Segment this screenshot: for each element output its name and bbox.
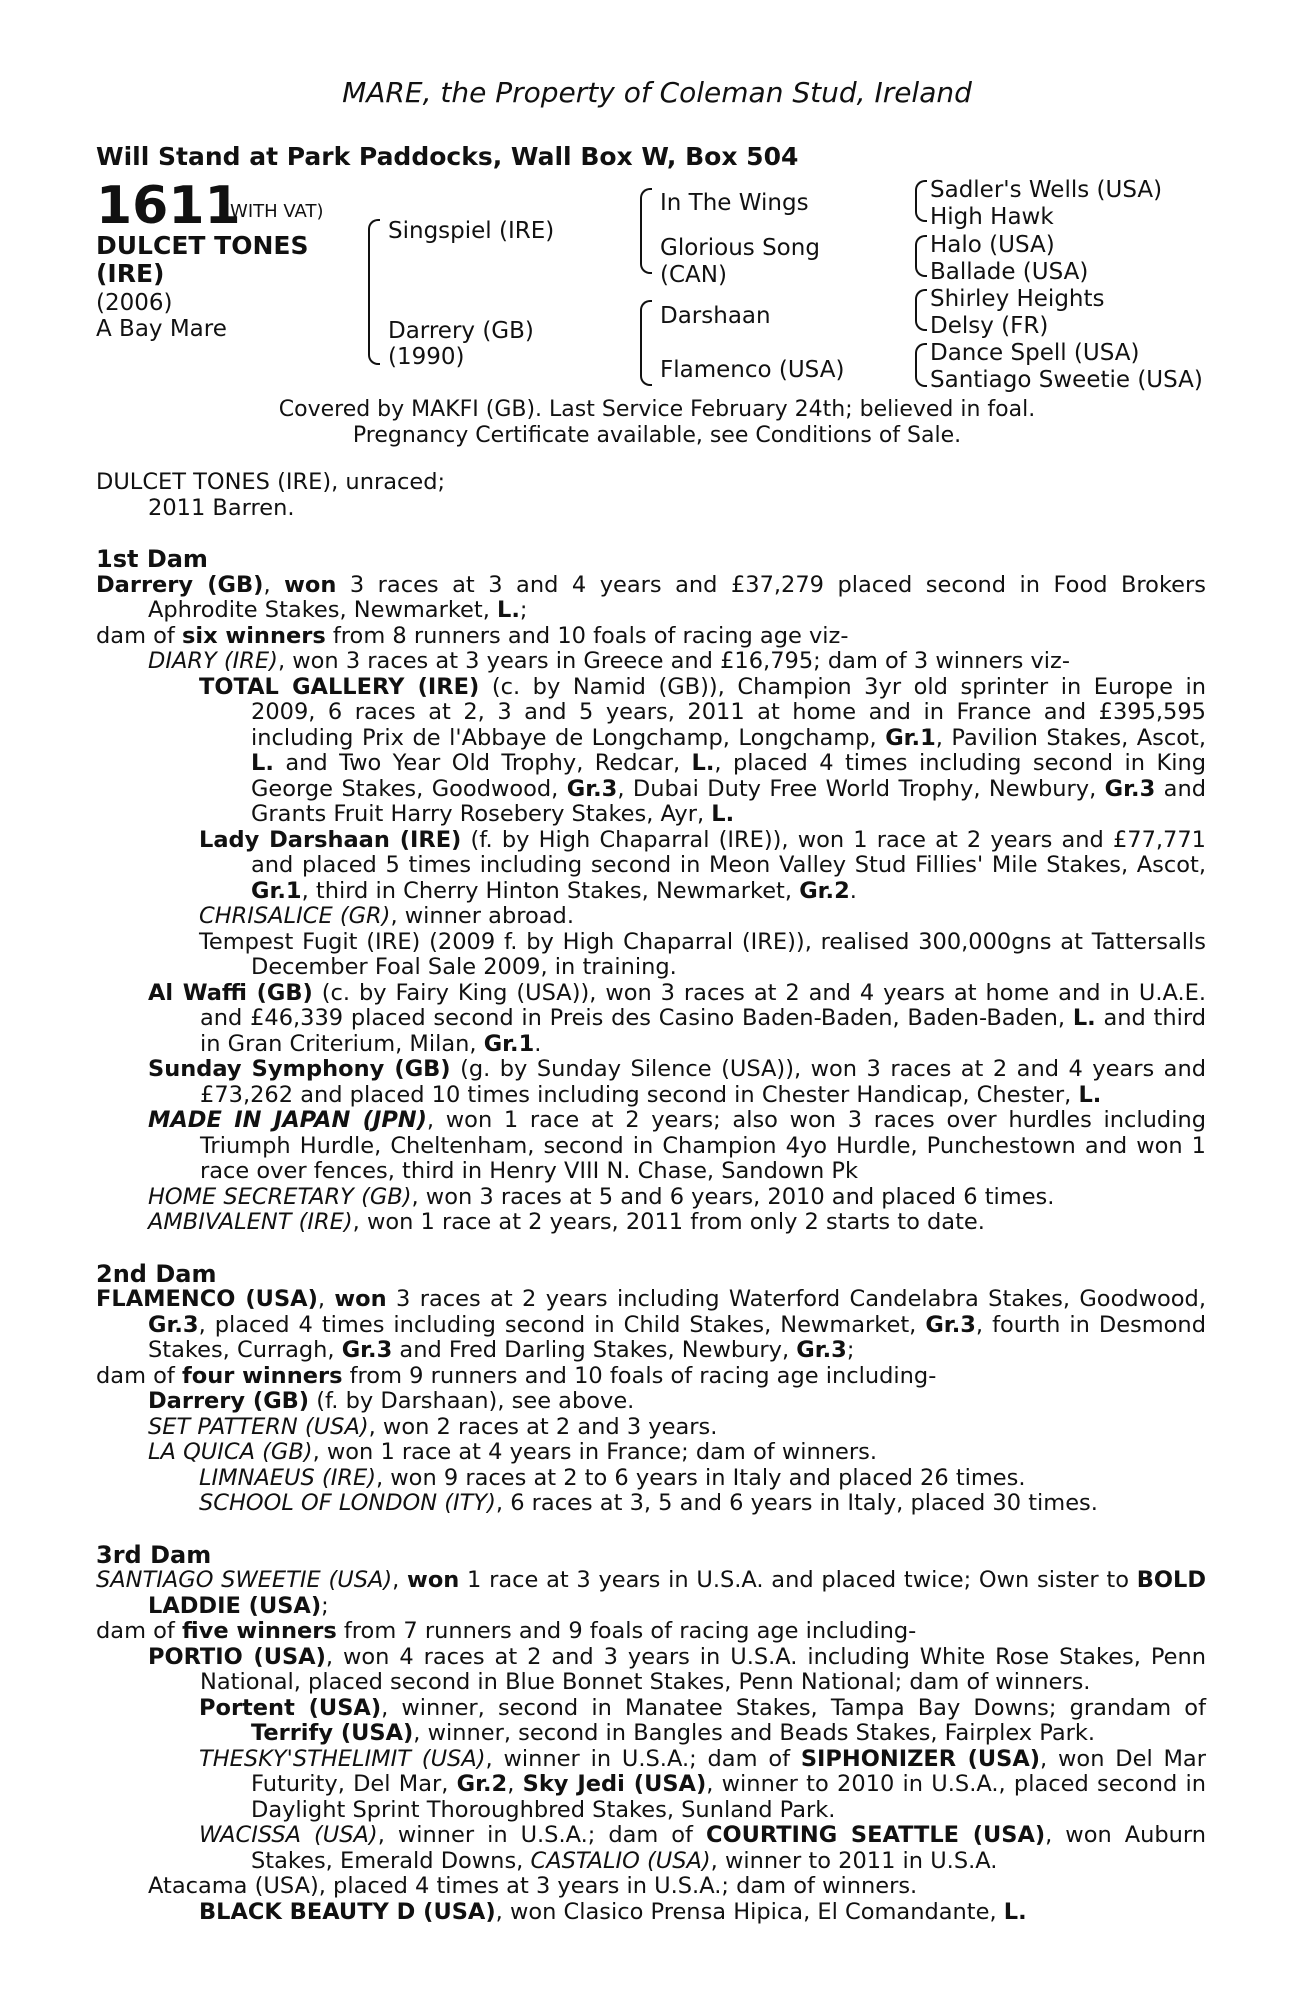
pedigree-sire-sire: In The Wings (660, 190, 809, 216)
list-item: Al Waffi (GB) (c. by Fairy King (USA)), won 3 races at 2 and 4 years at home and in U.A.E. and £46,339 placed second in Preis des Casino Baden-Baden, Baden-Baden, L. and third in Gran Criterium, Milan, Gr.1. (148, 979, 1207, 1057)
first-dam-name: Darrery (GB) (96, 571, 264, 598)
list-item: WACISSA (USA), winner in U.S.A.; dam of COURTING SEATTLE (USA), won Auburn Stakes, Emerald Downs, CASTALIO (USA), winner to 2011 in U.S.A. (199, 1822, 1207, 1874)
pedigree-g1: Sadler's Wells (USA) (930, 177, 1163, 203)
list-item: Darrery (GB) (f. by Darshaan), see above. (148, 1388, 635, 1414)
won-label: won (284, 571, 337, 598)
list-item: SET PATTERN (USA), won 2 races at 2 and 3 years. (148, 1413, 718, 1440)
pedigree-g2: High Hawk (930, 204, 1054, 230)
covering-note (0, 397, 1314, 449)
horse-name (96, 232, 308, 288)
pedigree-g3: Halo (USA) (930, 232, 1055, 258)
list-item: Atacama (USA), placed 4 times at 3 years in U.S.A.; dam of winners. (148, 1873, 918, 1899)
pedigree-dam-dam: Flamenco (USA) (660, 357, 845, 383)
first-dam-summary: Darrery (GB), won 3 races at 3 and 4 years and £37,279 placed second in Food Brokers Aphrodite Stakes, Newmarket, L.; (96, 571, 1206, 623)
brace-dam-parents (640, 300, 652, 386)
third-dam-heading: 3rd Dam (96, 1540, 212, 1569)
pedigree-sire: Singspiel (IRE) (388, 218, 555, 244)
third-dam-produce: dam of five winners from 7 runners and 9 foals of racing age including- (96, 1618, 917, 1644)
covering-line-2: Pregnancy Certificate available, see Conditions of Sale. (352, 423, 962, 448)
list-item: MADE IN JAPAN (JPN), won 1 race at 2 years; also won 3 races over hurdles including Triumph Hurdle, Cheltenham, second in Champion 4yo Hurdle, Punchestown and won 1 race over fences, third in Henry VIII N. Chase, Sandown Pk (148, 1107, 1206, 1184)
horse-name-line2: (IRE) (96, 259, 165, 288)
list-item: LIMNAEUS (IRE), won 9 races at 2 to 6 years in Italy and placed 26 times. (199, 1464, 1026, 1491)
brace-g3 (915, 289, 927, 331)
horse-name-line1: DULCET TONES (96, 231, 309, 260)
list-item: CHRISALICE (GR), winner abroad. (199, 903, 574, 929)
list-item: DIARY (IRE), won 3 races at 3 years in Greece and £16,795; dam of 3 winners viz- (148, 648, 1070, 674)
list-item: Lady Darshaan (IRE) (f. by High Chaparral (IRE)), won 1 race at 2 years and £77,771 and placed 5 times including second in Meon Valley Stud Fillies' Mile Stakes, Ascot, Gr.1, third in Cherry Hinton Stakes, Newmarket, Gr.2. (199, 826, 1206, 904)
vat-note: (WITH VAT) (223, 201, 324, 222)
pedigree-dam-year: (1990) (388, 344, 465, 370)
list-item: PORTIO (USA), won 4 races at 2 and 3 years in U.S.A. including White Rose Stakes, Penn National, placed second in Blue Bonnet Stakes, Penn National; dam of winners. (148, 1643, 1206, 1695)
lot-number: 1611 (96, 176, 241, 236)
first-dam-produce: dam of six winners from 8 runners and 10 foals of racing age viz- (96, 622, 849, 649)
list-item: SCHOOL OF LONDON (ITY), 6 races at 3, 5 and 6 years in Italy, placed 30 times. (199, 1490, 1098, 1516)
list-item: TOTAL GALLERY (IRE) (c. by Namid (GB)), Champion 3yr old sprinter in Europe in 2009, 6 races at 2, 3 and 5 years, 2011 at home and in France and £395,595 including Prix de l'Abbaye de Longchamp, Longchamp, Gr.1, Pavilion Stakes, Ascot, L. and Two Year Old Trophy, Redcar, L., placed 4 times including second in King George Stakes, Goodwood, Gr.3, Dubai Duty Free World Trophy, Newbury, Gr.3 and Grants Fruit Harry Rosebery Stakes, Ayr, L. (199, 673, 1206, 827)
horse-description: A Bay Mare (96, 316, 227, 342)
horse-year: (2006) (96, 290, 173, 316)
pedigree-dam: Darrery (GB) (388, 318, 534, 344)
list-item: THESKY'STHELIMIT (USA), winner in U.S.A.; dam of SIPHONIZER (USA), won Del Mar Futurity, Del Mar, Gr.2, Sky Jedi (USA), winner to 2010 in U.S.A., placed second in Daylight Sprint Thoroughbred Stakes, Sunland Park. (199, 1745, 1207, 1823)
brace-g2 (915, 235, 927, 277)
second-dam-produce: dam of four winners from 9 runners and 10 foals of racing age including- (96, 1362, 937, 1389)
list-item: Tempest Fugit (IRE) (2009 f. by High Chaparral (IRE)), realised 300,000gns at Tattersalls December Foal Sale 2009, in training. (199, 928, 1206, 980)
brace-g1 (915, 180, 927, 222)
list-item: BLACK BEAUTY D (USA), won Clasico Prensa Hipica, El Comandante, L. (199, 1898, 1027, 1925)
pedigree-dam-sire: Darshaan (660, 303, 771, 329)
mare-record-line-1: DULCET TONES (IRE), unraced; (96, 469, 446, 495)
list-item: AMBIVALENT (IRE), won 1 race at 2 years, 2011 from only 2 starts to date. (148, 1209, 985, 1235)
pedigree-g5: Shirley Heights (930, 286, 1105, 312)
covering-line-1: Covered by MAKFI (GB). Last Service February 24th; believed in foal. (278, 397, 1036, 422)
list-item: LA QUICA (GB), won 1 race at 4 years in France; dam of winners. (148, 1439, 877, 1465)
pedigree-sire-dam-2: (CAN) (660, 262, 727, 288)
pedigree-g7: Dance Spell (USA) (930, 340, 1140, 366)
mare-record-line-2: 2011 Barren. (148, 494, 295, 521)
second-dam-summary: FLAMENCO (USA), won 3 races at 2 years including Waterford Candelabra Stakes, Goodwood, Gr.3, placed 4 times including second in Child Stakes, Newmarket, Gr.3, fourth in Desmond Stakes, Curragh, Gr.3 and Fred Darling Stakes, Newbury, Gr.3; (96, 1286, 1206, 1363)
list-item: HOME SECRETARY (GB), won 3 races at 5 and 6 years, 2010 and placed 6 times. (148, 1183, 1055, 1210)
pedigree-g6: Delsy (FR) (930, 313, 1049, 339)
list-item: Portent (USA), winner, second in Manatee Stakes, Tampa Bay Downs; grandam of Terrify (USA), winner, second in Bangles and Beads Stakes, Fairplex Park. (199, 1694, 1206, 1746)
page-title: MARE, the Property of Coleman Stud, Ireland (342, 76, 972, 109)
brace-sire-dam (368, 219, 380, 365)
pedigree-sire-dam-1: Glorious Song (660, 235, 820, 261)
brace-g4 (915, 343, 927, 387)
second-dam-heading: 2nd Dam (96, 1259, 217, 1288)
list-item: Sunday Symphony (GB) (g. by Sunday Silence (USA)), won 3 races at 2 and 4 years and £73,262 and placed 10 times including second in Chester Handicap, Chester, L. (148, 1056, 1206, 1108)
brace-sire-parents (640, 188, 652, 274)
stand-location: Will Stand at Park Paddocks, Wall Box W, Box 504 (96, 142, 799, 171)
pedigree-g8: Santiago Sweetie (USA) (930, 367, 1203, 393)
first-dam-heading: 1st Dam (96, 545, 208, 573)
catalogue-body (96, 470, 1206, 1925)
pedigree-g4: Ballade (USA) (930, 259, 1089, 285)
third-dam-summary: SANTIAGO SWEETIE (USA), won 1 race at 3 years in U.S.A. and placed twice; Own sister to BOLD LADDIE (USA); (96, 1567, 1206, 1619)
